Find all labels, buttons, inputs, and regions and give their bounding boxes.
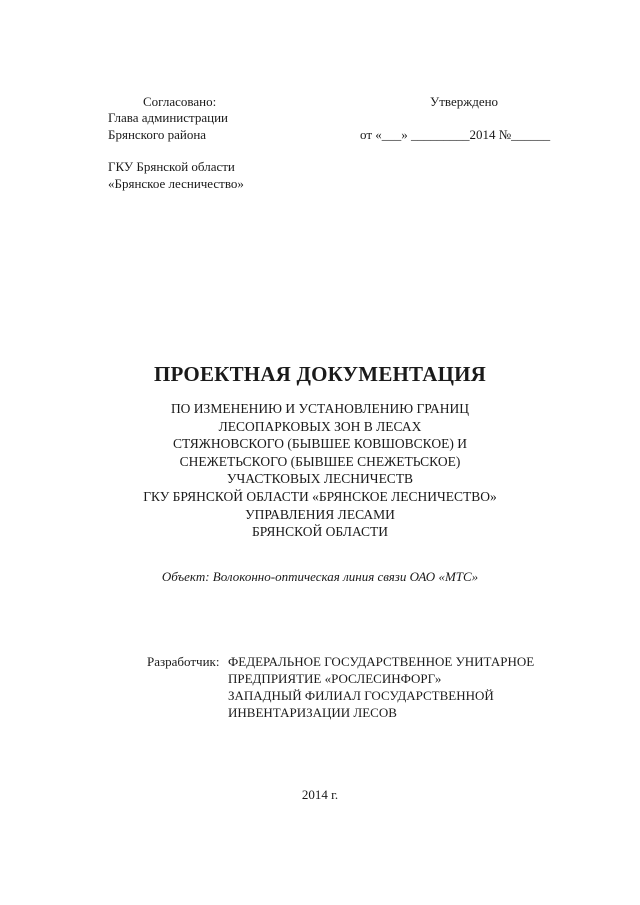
approver-position-line: Глава администрации (108, 110, 229, 125)
subtitle-line: УПРАВЛЕНИЯ ЛЕСАМИ (245, 506, 395, 522)
developer-label: Разработчик: (147, 654, 220, 669)
approver-org-line: «Брянское лесничество» (108, 176, 244, 191)
subtitle-line: ПО ИЗМЕНЕНИЮ И УСТАНОВЛЕНИЮ ГРАНИЦ (170, 401, 470, 416)
approval-left-heading: Согласовано: (143, 94, 217, 109)
subtitle-line: ГКУ БРЯНСКОЙ ОБЛАСТИ «БРЯНСКОЕ ЛЕСНИЧЕСТВО» (143, 488, 497, 504)
developer-name (228, 653, 534, 721)
developer-line: ЗАПАДНЫЙ ФИЛИАЛ ГОСУДАРСТВЕННОЙ (228, 688, 494, 703)
approval-right-heading: Утверждено (430, 94, 499, 109)
subtitle-line: УЧАСТКОВЫХ ЛЕСНИЧЕСТВ (226, 471, 414, 487)
document-title: ПРОЕКТНАЯ ДОКУМЕНТАЦИЯ (153, 362, 487, 386)
object-description: Объект: Волоконно-оптическая линия связи ОАО «МТС» (161, 569, 479, 584)
subtitle-line: СТЯЖНОВСКОГО (БЫВШЕЕ КОВШОВСКОЕ) И (173, 436, 467, 452)
developer-line: ФЕДЕРАЛЬНОЕ ГОСУДАРСТВЕННОЕ УНИТАРНОЕ (228, 654, 535, 669)
document-subtitle (0, 400, 640, 541)
document-year: 2014 г. (301, 787, 339, 802)
subtitle-line: БРЯНСКОЙ ОБЛАСТИ (251, 524, 389, 540)
approver-org-line: ГКУ Брянской области (108, 159, 235, 174)
approval-date-line: от «___» _________2014 №______ (360, 127, 551, 142)
subtitle-line: ЛЕСОПАРКОВЫХ ЗОН В ЛЕСАХ (218, 418, 422, 434)
developer-line: ИНВЕНТАРИЗАЦИИ ЛЕСОВ (228, 705, 397, 720)
approver-position-line: Брянского района (108, 127, 207, 142)
developer-line: ПРЕДПРИЯТИЕ «РОСЛЕСИНФОРГ» (228, 671, 442, 686)
subtitle-line: СНЕЖЕТЬСКОГО (БЫВШЕЕ СНЕЖЕТЬСКОЕ) (179, 453, 461, 469)
